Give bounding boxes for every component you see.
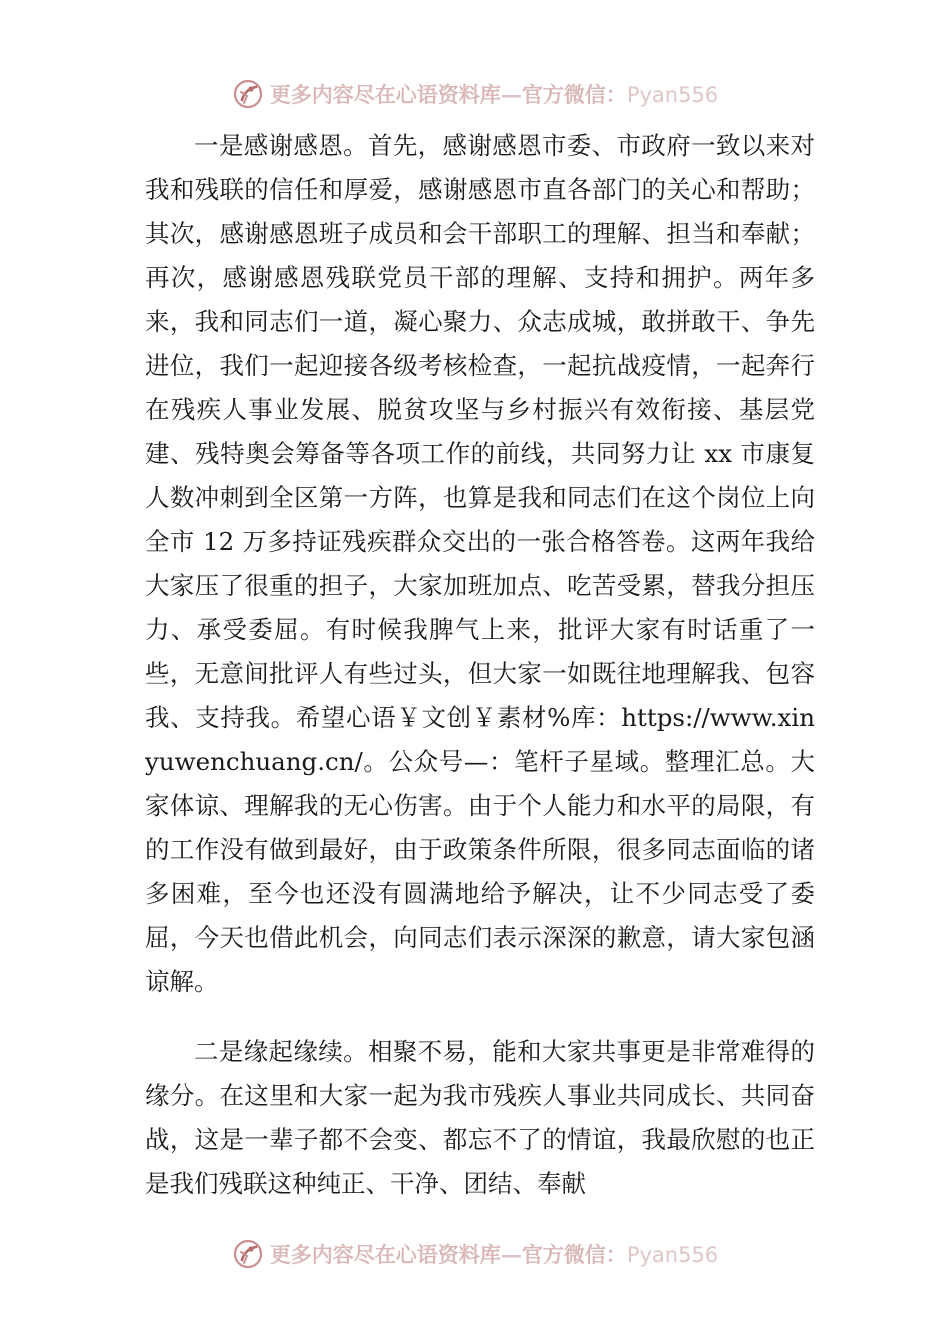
body-paragraph-2: 二是缘起缘续。相聚不易，能和大家共事更是非常难得的缘分。在这里和大家一起为我市残疾人事业共同成长、共同奋战，这是一辈子都不会变、都忘不了的情谊，我最欣慰的也正是我们残联这种纯正、干净、团结、奉献: [145, 1037, 815, 1198]
watermark-brand: 更多内容尽在心语资料库: [269, 1242, 501, 1267]
watermark-wechat-label: 官方微信：: [521, 1242, 627, 1267]
watermark-text: [270, 79, 718, 109]
watermark-text: [270, 1239, 718, 1269]
watermark-wechat-label: 官方微信：: [521, 82, 627, 107]
footer-watermark-banner: [0, 1234, 950, 1274]
header-watermark-banner: [0, 74, 950, 114]
body-paragraph-1: 一是感谢感恩。首先，感谢感恩市委、市政府一致以来对我和残联的信任和厚爱，感谢感恩市直各部门的关心和帮助；其次，感谢感恩班子成员和会干部职工的理解、担当和奉献；再次，感谢感恩残联党员干部的理解、支持和拥护。两年多来，我和同志们一道，凝心聚力、众志成城，敢拼敢干、争先进位，我们一起迎接各级考核检查，一起抗战疫情，一起奔行在残疾人事业发展、脱贫攻坚与乡村振兴有效衔接、基层党建、残特奥会筹备等各项工作的前线，共同努力让 xx 市康复人数冲刺到全区第一方阵，也算是我和同志们在这个岗位上向全市 12 万多持证残疾群众交出的一张合格答卷。这两年我给大家压了很重的担子，大家加班加点、吃苦受累，替我分担压力、承受委屈。有时候我脾气上来，批评大家有时话重了一些，无意间批评人有些过头，但大家一如既往地理解我、包容我、支持我。希望心语￥文创￥素材%库：https://www.xinyuwenchuang.cn/。公众号—：笔杆子星域。整理汇总。大家体谅、理解我的无心伤害。由于个人能力和水平的局限，有的工作没有做到最好，由于政策条件所限，很多同志面临的诸多困难，至今也还没有圆满地给予解决，让不少同志受了委屈，今天也借此机会，向同志们表示深深的歉意，请大家包涵谅解。: [145, 131, 815, 996]
stylized-figure-logo-icon: [232, 78, 264, 110]
watermark-wechat-id: Pyan556: [626, 83, 719, 107]
stylized-figure-logo-icon: [232, 1238, 264, 1270]
watermark-brand: 更多内容尽在心语资料库: [269, 82, 501, 107]
watermark-separator: —: [500, 82, 522, 107]
watermark-wechat-id: Pyan556: [626, 1243, 719, 1267]
document-body: [145, 124, 815, 1206]
watermark-separator: —: [500, 1242, 522, 1267]
